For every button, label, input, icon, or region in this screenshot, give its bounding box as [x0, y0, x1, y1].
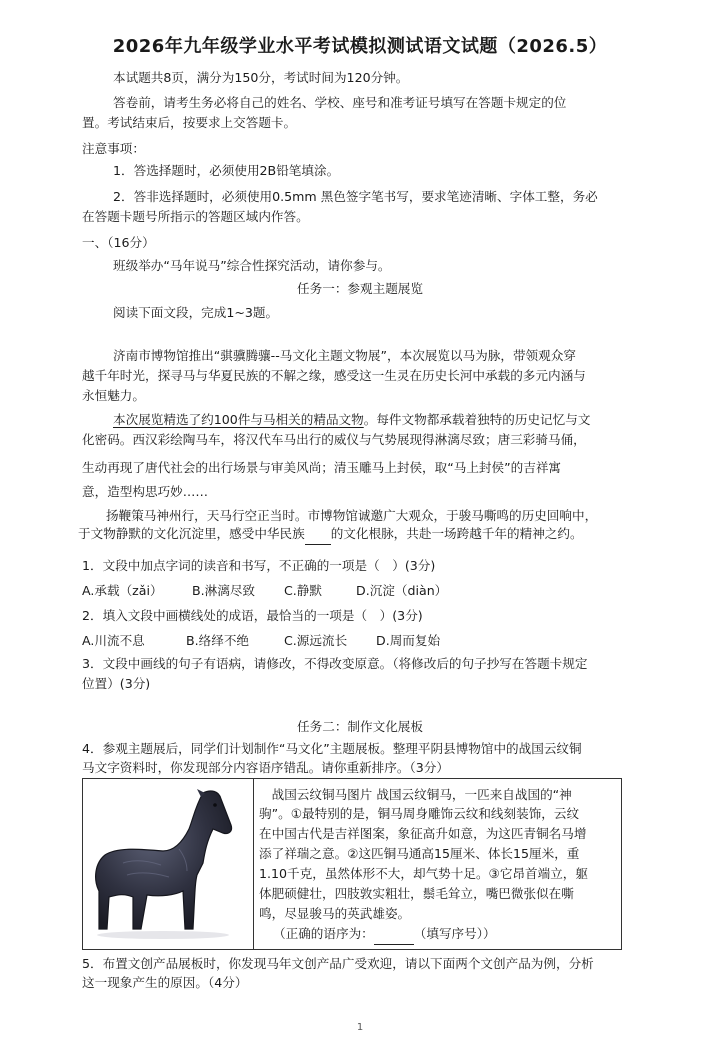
passage-line: 化密码。西汉彩绘陶马车，将汉代车马出行的威仪与气势展现得淋漓尽致；唐三彩骑马俑， [82, 432, 586, 447]
question-stem: 这一现象产生的原因。（4分） [82, 975, 248, 990]
answer-blank [374, 924, 414, 945]
material-box [82, 778, 622, 950]
passage-text: 于文物静默的文化沉淀里，感受中华民族 [78, 526, 305, 541]
passage-line: 济南市博物馆推出“骐骥腾骧--马文化主题文物展”，本次展览以马为脉，带领观众穿 [113, 348, 576, 363]
task-instruction: 阅读下面文段，完成1~3题。 [113, 305, 279, 320]
answer-line [273, 924, 631, 945]
passage-line [78, 524, 638, 545]
page-title: 2026年九年级学业水平考试模拟测试语文试题（2026.5） [112, 36, 608, 57]
question-stem: 位置）(3分) [82, 676, 151, 691]
option: D.沉淀（diàn） [356, 583, 448, 598]
option: A.川流不息 [82, 633, 145, 648]
question-stem: 5．布置文创产品展板时，你发现马年文创产品广受欢迎，请以下面两个文创产品为例，分析 [82, 956, 594, 971]
passage-line: 扬鞭策马神州行，天马行空正当时。市博物馆诚邀广大观众，于骏马嘶鸣的历史回响中， [106, 508, 598, 523]
notice-item: 2．答非选择题时，必须使用0.5mm 黑色签字笔书写，要求笔迹清晰、字体工整，务必 [113, 189, 598, 204]
question-stem: 1．文段中加点字词的读音和书写，不正确的一项是（ ）(3分) [82, 558, 436, 573]
answer-prefix: （正确的语序为： [273, 926, 374, 941]
material-line: 战国云纹铜马图片 战国云纹铜马，一匹来自战国的“神 [259, 787, 572, 802]
intro-line: 本试题共8页，满分为150分，考试时间为120分钟。 [113, 70, 409, 85]
section-heading: 一、（16分） [82, 235, 155, 250]
material-line: 1.10千克，虽然体形不大，却气势十足。③它昂首端立，躯 [259, 866, 588, 881]
options-row [82, 631, 642, 651]
intro-line: 答卷前，请考生务必将自己的姓名、学校、座号和准考证号填写在答题卡规定的位 [113, 95, 567, 110]
question-stem: 4．参观主题展后，同学们计划制作“马文化”主题展板。整理平阴县博物馆中的战国云纹铜 [82, 741, 582, 756]
question-stem: 3．文段中画线的句子有语病，请修改，不得改变原意。（将修改后的句子抄写在答题卡规定 [82, 656, 588, 671]
passage-line: 越千年时光，探寻马与华夏民族的不解之缘，感受这一生灵在历史长河中承载的多元内涵与 [82, 368, 586, 383]
option: D.周而复始 [376, 633, 441, 648]
option: A.承载（zǎi） [82, 583, 163, 598]
passage-line [113, 410, 643, 430]
passage-line: 永恒魅力。 [82, 388, 145, 403]
material-line: 在中国古代是吉祥图案，象征高升如意，为这匹青铜名马增 [259, 826, 587, 841]
passage-line: 意，造型构思巧妙…… [82, 484, 208, 499]
box-divider [253, 779, 254, 949]
material-line: 添了祥瑞之意。②这匹铜马通高15厘米、体长15厘米，重 [259, 846, 580, 861]
passage-line: 生动再现了唐代社会的出行场景与审美风尚；清玉雕马上封侯，取“马上封侯”的吉祥寓 [82, 460, 562, 475]
answer-suffix: （填写序号）） [413, 926, 496, 941]
passage-text: 。每件文物都承载着独特的历史记忆与文 [363, 412, 591, 427]
underlined-sentence: 本次展览精选了约100件与马相关的精品文物 [113, 412, 364, 427]
bronze-horse-image [83, 779, 253, 949]
option: B.淋漓尽致 [192, 583, 256, 598]
notice-heading: 注意事项： [82, 141, 145, 156]
options-row [82, 581, 642, 601]
page-number: 1 [356, 1022, 364, 1033]
notice-item: 在答题卡题号所指示的答题区域内作答。 [82, 209, 309, 224]
option: C.源远流长 [284, 633, 348, 648]
task-title: 任务一：参观主题展览 [297, 281, 423, 296]
question-stem: 马文字资料时，你发现部分内容语序错乱。请你重新排序。（3分） [82, 760, 449, 775]
fill-blank [305, 524, 331, 545]
material-line: 驹”。①最特别的是，铜马周身雕饰云纹和线刻装饰，云纹 [259, 806, 580, 821]
material-line: 鸣，尽显骏马的英武雄姿。 [259, 906, 411, 921]
option: B.络绎不绝 [186, 633, 250, 648]
option: C.静默 [284, 583, 322, 598]
question-stem: 2．填入文段中画横线处的成语，最恰当的一项是（ ）(3分) [82, 608, 423, 623]
material-line: 体肥硕健壮，四肢敦实粗壮，鬃毛耸立，嘴巴微张似在嘶 [259, 886, 574, 901]
intro-line: 置。考试结束后，按要求上交答题卡。 [82, 115, 297, 130]
task-title: 任务二：制作文化展板 [297, 719, 423, 734]
notice-item: 1．答选择题时，必须使用2B铅笔填涂。 [113, 163, 340, 178]
passage-text: 的文化根脉，共赴一场跨越千年的精神之约。 [330, 526, 583, 541]
activity-intro: 班级举办“马年说马”综合性探究活动，请你参与。 [113, 258, 391, 273]
